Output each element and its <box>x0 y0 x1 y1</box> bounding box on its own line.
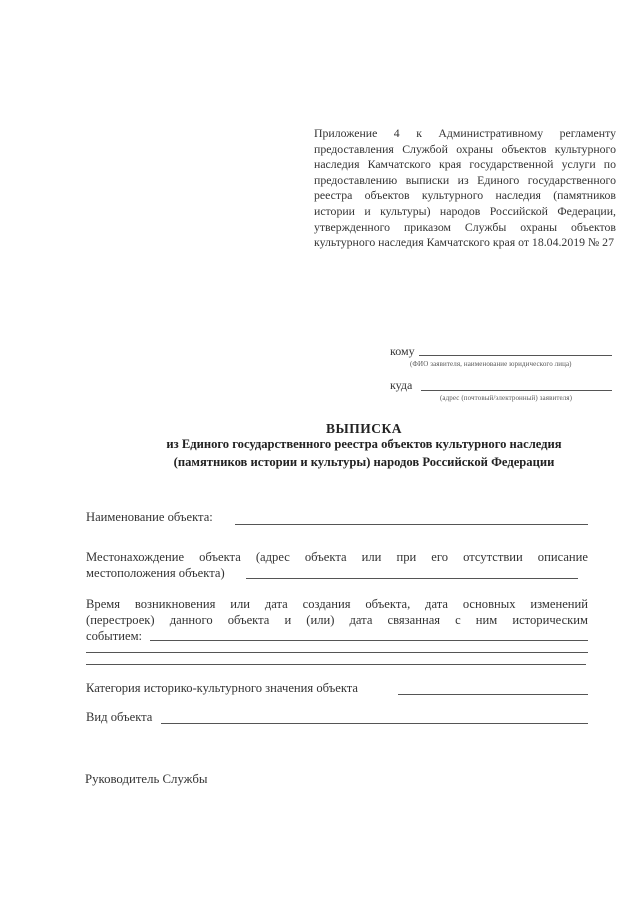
document-title: ВЫПИСКА <box>325 421 403 436</box>
field-location-line1: Местонахождение объекта (адрес объекта или при его отсутствии описание <box>86 550 588 564</box>
field-location-label: местоположения объекта) <box>86 566 225 580</box>
field-category-label: Категория историко-культурного значения объекта <box>86 681 359 695</box>
field-time-value-line3 <box>86 664 586 665</box>
field-time-line2: (перестроек) данного объекта и (или) дата связанная с ним историческим <box>86 613 588 627</box>
field-location-value-line <box>246 578 578 579</box>
recipient-where-label: куда <box>390 378 413 392</box>
field-object-name-line <box>235 524 588 525</box>
annex-note: Приложение 4 к Административному регламенту предоставления Службой охраны объектов культурного наследия Камчатского края государственной услуги по предоставлению выписки из Единого государственного реестра объектов культурного наследия (памятников истории и культуры) народов Российской Федерации, утвержденного приказом Службы охраны объектов культурного наследия Камчатского края от 18.04.2019 № 27 <box>314 126 616 250</box>
field-time-label: событием: <box>86 629 143 643</box>
field-time-line3 <box>86 628 588 644</box>
recipient-to-label: кому <box>390 344 415 358</box>
recipient-to-line <box>419 355 612 356</box>
field-object-name <box>86 509 588 525</box>
recipient-to-caption: (ФИО заявителя, наименование юридического лица) <box>410 360 572 368</box>
document-subtitle-line1: из Единого государственного реестра объектов культурного наследия <box>166 437 562 451</box>
signature-label: Руководитель Службы <box>85 772 208 786</box>
field-time-value-line2 <box>86 652 588 653</box>
field-time-value-line1 <box>150 640 588 641</box>
recipient-where-caption: (адрес (почтовый/электронный) заявителя) <box>440 394 573 402</box>
field-type-label: Вид объекта <box>86 710 153 724</box>
field-object-name-label: Наименование объекта: <box>86 510 213 524</box>
recipient-where-line <box>421 390 612 391</box>
field-category-value-line <box>398 694 588 695</box>
field-type-value-line <box>161 723 588 724</box>
field-time-line1: Время возникновения или дата создания объекта, дата основных изменений <box>86 597 588 611</box>
document-subtitle-line2: (памятников истории и культуры) народов Российской Федерации <box>173 455 555 469</box>
